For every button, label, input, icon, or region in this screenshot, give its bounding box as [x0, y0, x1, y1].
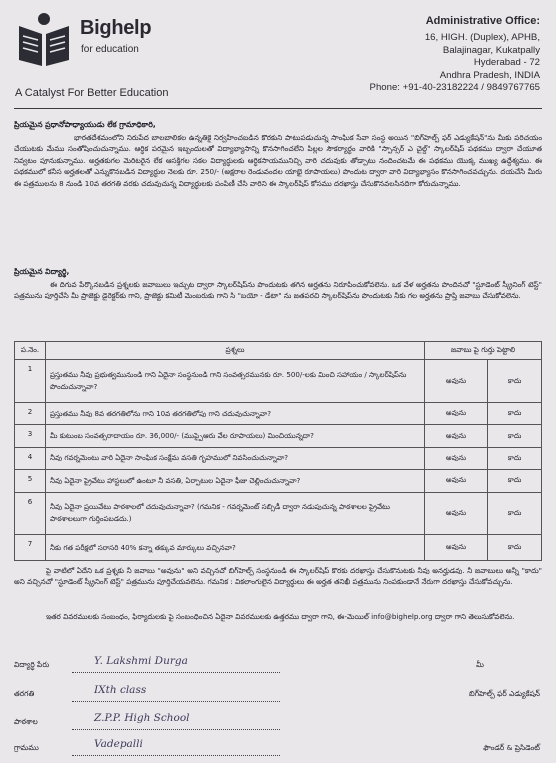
row-question: నీవు గవర్నమెంటు వారి ఏదైనా సాంఘిక సంక్షేమ వసతి గృహములో నివసించుచున్నావా?: [46, 447, 425, 469]
table-row: [15, 470, 542, 492]
table-row: [15, 402, 542, 424]
eligibility-table: [14, 341, 542, 561]
row-number: 1: [15, 360, 46, 403]
table-header-row: [15, 342, 542, 360]
header-serial: ప.నెం.: [15, 342, 46, 360]
school-value[interactable]: Z.P.P. High School: [94, 712, 190, 724]
answer-yes-option[interactable]: అవును: [425, 447, 488, 469]
row-question: ప్రస్తుతము నీవు ప్రభుత్వమునుండి గాని ఏదైనా సంస్థనుండి గాని సంవత్సరమునకు రూ. 500/-లకు మించి సహాయం / స్కాలర్‌షిప్‌ను పొందుచున్నావా?: [46, 360, 425, 403]
office-address: [300, 15, 540, 94]
instructions-paragraph: ఈ దిగువ పేర్కొనబడిన ప్రశ్నలకు జవాబులు ఇచ్చుట ద్వారా స్కాలర్‌షిప్‌ను పొందుటకు తగిన అర్హతను నిరూపించుకోవలెను. ఒక వేళ అర్హతను పొందినచో "స్టూడెంట్ స్క్రీనింగ్ టెస్ట్" పత్రమును పూర్తిచేసి మీ ప్రాజెక్టు డైరెక్టర్‌కు గాని, ప్రాజెక్టు కమిటీ మెంబరుకు గాని సి "బయో - డేటా" ను జతపరచి స్కాలర్‌షిప్‌ను పొందుటకు నీకు గల అర్హతను ప్రాప్తి జవాబు చేసుకోవలెను.: [14, 280, 542, 301]
answer-no-option[interactable]: కాదు: [488, 425, 542, 447]
village-label: గ్రామము: [14, 743, 39, 752]
office-phone: Phone: +91-40-23182224 / 9849767765: [369, 82, 540, 94]
brand-subtitle: for education: [81, 44, 139, 55]
sign-organization: బిగ్‌హెల్ప్ ఫర్ ఎడ్యుకేషన్: [469, 689, 540, 698]
answer-no-option[interactable]: కాదు: [488, 470, 542, 492]
intro-paragraph: భారతదేశమంలోని నిరుపేద బాలబాలికల ఉన్నతికై నిర్వహించబడిన కొరకుని పాటుపడుచున్న సాంఘిక సేవా సంస్థ అయిన "బిగ్‌హెల్ప్ ఫర్ ఎడ్యుకేషన్"ను మీకు పరిచయం చేయుటకు మేము సంతోషించుచున్నాము. ఆర్థిక పరమైన ఇబ్బందులతో విద్యాభ్యాసాన్ని కొనసాగించలేని పిల్లల సౌకర్యార్థం వారికి "స్పాన్సర్ ఎ చైల్డ్" స్కాలర్‌షిప్ పథకము ద్వారా చేయూత నివ్వటం పూనుకున్నాము. అర్హతకుగల మెరిటరైన లేక ఆసక్తిగల సకల విద్యార్థులకు ఆర్థికసాయమునిచ్చి వారి చదువుకు తోడ్పాటు నందించటమే ఈ పథకము యొక్క ముఖ్య ఉద్దేశ్యము. ఈ పథకములో కనీస అర్హతలతో ఎన్నుకొనబడిన విద్యార్థుల నెలకు రూ. 250/- (అక్షరాల రెండువందల యాభై రూపాయలు) పొందుట ద్వారా వారి విద్యాభ్యాసం కొనసాగించవచ్చును. దయచేసి మీరు ఈ పత్రములను 8 నుండి 10వ తరగతి వరకు చదువుచున్న విద్యార్థులకు పంపిణీ చేసి వారిని ఈ స్కాలర్‌షిప్ కోసము దరఖాస్తు చేసుకొనవలసినదిగా కోరుచున్నాము.: [14, 133, 542, 188]
row-number: 4: [15, 447, 46, 469]
answer-yes-option[interactable]: అవును: [425, 425, 488, 447]
answer-no-option[interactable]: కాదు: [488, 447, 542, 469]
row-number: 3: [15, 425, 46, 447]
greeting-student: ప్రియమైన విద్యార్థి,: [14, 267, 70, 276]
row-question: నీకు గత పరీక్షలో సరాసరి 40% కన్నా తక్కువ మార్కులు వచ్చినవా?: [46, 535, 425, 561]
sign-yours: మీ: [476, 660, 484, 669]
greeting-headmaster: ప్రియమైన ప్రధానోపాధ్యాయుడు లేక గ్రామాధికారి,: [14, 120, 156, 129]
header-answer: జవాబు పై గుర్తు పెట్టాలి: [425, 342, 542, 360]
row-question: నీవు ఏదైనా ప్రయివేటు పాఠశాలలో చదువుచున్నావా? (గమనిక - గవర్నమెంట్ సబ్సిడీ ద్వారా నడుపుచున్న పాఠశాలల ప్రైవేటు పాఠశాలలుగా గుర్తింపబడదు.): [46, 492, 425, 535]
student-name-value[interactable]: Y. Lakshmi Durga: [94, 655, 188, 667]
office-line: 16, HIGH. (Duplex), APHB,: [424, 32, 540, 44]
contact-paragraph: ఇతర వివరములకు సంబంధం, ఫిర్యాదులకు పై సంబంధించిన ఏదైనా వివరములకు ఉత్తరము ద్వారా గాని, ఈ-మెయిల్ info@bighelp.org ద్వారా గాని తెలుసుకోవలెను.: [46, 612, 515, 621]
answer-no-option[interactable]: కాదు: [488, 360, 542, 403]
class-line: [72, 701, 280, 702]
table-row: [15, 447, 542, 469]
table-row: [15, 425, 542, 447]
table-row: [15, 360, 542, 403]
row-number: 5: [15, 470, 46, 492]
office-line: Balajinagar, Kukatpally: [442, 44, 540, 56]
row-number: 6: [15, 492, 46, 535]
brand-name: Bighelp: [80, 17, 152, 39]
village-line: [72, 755, 280, 756]
row-number: 7: [15, 535, 46, 561]
student-name-label: విద్యార్థి పేరు: [14, 660, 50, 669]
answer-yes-option[interactable]: అవును: [425, 470, 488, 492]
answer-yes-option[interactable]: అవును: [425, 492, 488, 535]
table-row: [15, 535, 542, 561]
bighelp-logo-book-icon: [15, 12, 73, 68]
office-line: Andhra Pradesh, INDIA: [439, 69, 540, 81]
header-divider: [14, 108, 542, 109]
answer-yes-option[interactable]: అవును: [425, 535, 488, 561]
row-question: నీవు ఏదైనా ప్రైవేటు హాస్టలులో ఉంటూ నీ వసతి, ఏర్పాటుల ఏదైనా ఫీజు చెల్లించుచున్నావా?: [46, 470, 425, 492]
answer-yes-option[interactable]: అవును: [425, 402, 488, 424]
answer-no-option[interactable]: కాదు: [488, 535, 542, 561]
sign-founder: ఫౌండర్ & ప్రెసిడెంట్: [483, 743, 540, 752]
answer-no-option[interactable]: కాదు: [488, 402, 542, 424]
header-questions: ప్రశ్నలు: [46, 342, 425, 360]
office-line: Hyderabad - 72: [473, 57, 540, 69]
table-row: [15, 492, 542, 535]
answer-no-option[interactable]: కాదు: [488, 492, 542, 535]
school-label: పాఠశాల: [14, 717, 38, 726]
office-title: Administrative Office:: [425, 15, 540, 27]
answer-yes-option[interactable]: అవును: [425, 360, 488, 403]
class-value[interactable]: IXth class: [94, 684, 147, 696]
row-question: మీ కుటుంబ సంవత్సరాదాయం రూ. 36,000/- (ముప్పైఆరు వేల రూపాయలు) మించియున్నదా?: [46, 425, 425, 447]
row-question: ప్రస్తుతము నీవు 8వ తరగతిలోను గాని 10వ తరగతిలోపు గాని చదువుచున్నావా?: [46, 402, 425, 424]
class-label: తరగతి: [14, 689, 35, 698]
row-number: 2: [15, 402, 46, 424]
closing-paragraph: పై వాటిలో ఏదేని ఒక ప్రశ్నకు నీ జవాబు "అవును" అని వచ్చినచో బిగ్‌హెల్ప్ సంస్థనుండి ఈ స్కాలర్‌షిప్ కొరకు దరఖాస్తు చేసుకొనుటకు నీవు అనర్హుడవు. నీ జవాబులు అన్నీ "కాదు" అని వచ్చినచో "స్టూడెంట్ స్క్రీనింగ్ టెస్ట్" పత్రమును పూర్తిచేయవలెను. గమనిక : వికలాంగులైన విద్యార్థులు ఈ అర్హత తనిఖీ పత్రమును నింపకుండానే నేరుగా దరఖాస్తు చేసుకోవచ్చును.: [14, 566, 542, 587]
school-line: [72, 729, 280, 730]
student-name-line: [72, 672, 280, 673]
tagline: A Catalyst For Better Education: [15, 87, 169, 99]
village-value[interactable]: Vadepalli: [94, 738, 143, 750]
